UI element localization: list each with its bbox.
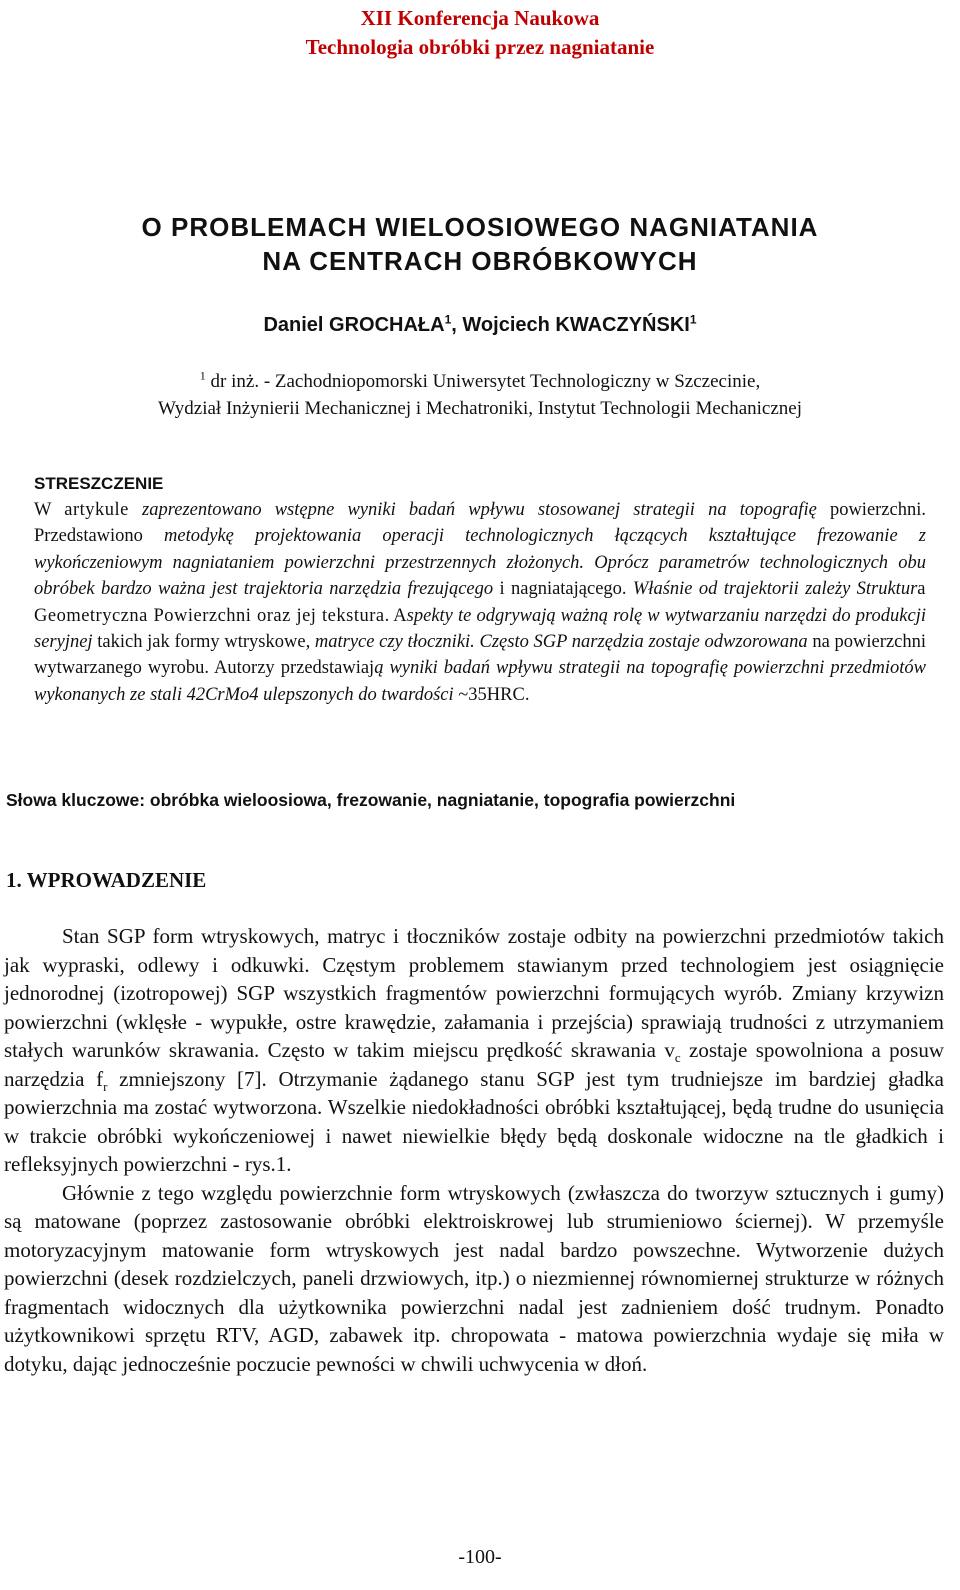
conference-name: XII Konferencja Naukowa [360, 6, 600, 30]
subscript: r [103, 1078, 108, 1094]
keywords: Słowa kluczowe: obróbka wieloosiowa, frezowanie, nagniatanie, topografia powierzchni [6, 790, 736, 810]
abstract-fragment: powierzchni. [829, 500, 926, 520]
paragraph-fragment: zostaje spowolniona a posuw narzędzia f [4, 1038, 945, 1091]
page-number: -100- [458, 1546, 502, 1568]
abstract-fragment: ą wyniki badań wpływu strategii na topografię powierzchni przedmiotów wykonanych ze stali 42CrMo4 ulepszonych do twardości [34, 658, 926, 705]
abstract-fragment: Przedstawiono [34, 526, 165, 547]
abstract-fragment: , matryce czy tłoczniki. [305, 632, 475, 653]
abstract-fragment: ~35HRC. [453, 684, 530, 705]
abstract-fragment: Często SGP narzędzia zostaje odwzorowana [474, 632, 808, 653]
title-line-1: O PROBLEMACH WIELOOSIOWEGO NAGNIATANIA [141, 212, 819, 242]
author-1-affil-mark: 1 [444, 312, 452, 327]
conference-topic: Technologia obróbki przez nagniatanie [305, 35, 655, 59]
abstract-fragment: a Geometryczna Powierzchni oraz jej tekstura [34, 579, 926, 626]
abstract-fragment: artykule [64, 500, 129, 520]
abstract-text [34, 497, 926, 708]
abstract-fragment: Właśnie od trajektorii zależy Struktur [626, 579, 918, 600]
abstract-fragment: i nagniatającego. [493, 579, 627, 600]
section-heading: 1. WPROWADZENIE [6, 868, 207, 892]
authors [0, 312, 960, 338]
abstract-fragment: metodykę projektowania operacji technologicznych łączących kształtujące frezowanie z wykończeniowym nagniataniem powierzchni przestrzennych złożonych. [34, 526, 926, 573]
abstract-fragment: W [34, 500, 65, 520]
paragraph-fragment: zmniejszony [7]. Otrzymanie żądanego stanu SGP jest tym trudniejsze im bardziej gładka powierzchnia ma zostać wytworzona. Wszelkie niedokładności obróbki kształtującej, będą trudne do usunięcia w trakcie obróbki wykończeniowej i nawet niewielkie błędy będą doskonale widoczne na tle gładkich i refleksyjnych powierzchni - rys.1. [4, 1066, 944, 1176]
abstract-fragment: takich jak formy wtryskowe [92, 632, 306, 653]
abstract-fragment: na powierzchni wytwarzanego wyrobu. [34, 632, 926, 679]
abstract-fragment: zaprezentowano wstępne wyniki badań wpływu stosowanej strategii na topografię [128, 500, 830, 520]
author-separator: , [451, 314, 463, 336]
author-2-affil-mark: 1 [689, 312, 697, 327]
abstract-fragment: . A [384, 605, 407, 626]
paragraph-fragment: Stan SGP form wtryskowych, matryc i tłoczników zostaje odbity na powierzchni przedmiotów takich jak wypraski, odlewy i odkuwki. Częstym problemem stawianym przed technologiem jest osiągnięcie jednorodnej (izotropowej) SGP wszystkich fragmentów powierzchni formujących wyrób. Zmiany krzywizn powierzchni (wklęsłe - wypukłe, ostre krawędzie, załamania i przejścia) sprawiają trudności z utrzymaniem stałych warunków skrawania. Często w takim miejscu prędkość skrawania v [4, 924, 944, 1062]
paragraph-1 [4, 922, 944, 1179]
author-2: Wojciech KWACZYŃSKI [462, 314, 690, 336]
affiliation [0, 368, 960, 422]
title-line-2: NA CENTRACH OBRÓBKOWYCH [262, 246, 698, 276]
abstract-fragment: Oprócz parametrów technologicznych obu obróbek bardzo ważna jest trajektoria narzędzia frezującego [34, 552, 926, 600]
author-1: Daniel GROCHAŁA [263, 314, 445, 336]
affiliation-mark: 1 [199, 368, 206, 383]
abstract-heading: STRESZCZENIE [34, 474, 164, 493]
affiliation-line-1: dr inż. - Zachodniopomorski Uniwersytet Technologiczny w Szczecinie, [205, 371, 761, 392]
section-body [4, 922, 944, 1378]
affiliation-line-2: Wydział Inżynierii Mechanicznej i Mechatroniki, Instytut Technologii Mechanicznej [157, 398, 802, 419]
conference-header [0, 4, 960, 62]
paragraph-2: Głównie z tego względu powierzchnie form wtryskowych (zwłaszcza do tworzyw sztucznych i gumy) są matowane (poprzez zastosowanie obróbki elektroiskrowej lub strumieniowo ściernej). W przemyśle motoryzacyjnym matowanie form wtryskowych jest nadal bardzo powszechne. Wytworzenie dużych powierzchni (desek rozdzielczych, paneli drzwiowych, itp.) o niezmiennej równomiernej strukturze w różnych fragmentach widocznych dla użytkownika powierzchni nadal jest zadnieniem dość trudnym. Ponadto użytkownikowi sprzętu RTV, AGD, zabawek itp. chropowata - matowa powierzchnia wydaje się miła w dotyku, dając jednocześnie poczucie pewności w chwili uchwycenia w dłoń. [4, 1180, 944, 1376]
abstract-fragment: Autorzy przedstawiaj [209, 658, 375, 679]
subscript: c [674, 1050, 681, 1066]
abstract-fragment: spekty te odgrywają ważną rolę w wytwarzaniu narzędzi do produkcji seryjnej [34, 605, 926, 653]
paper-title [0, 210, 960, 278]
